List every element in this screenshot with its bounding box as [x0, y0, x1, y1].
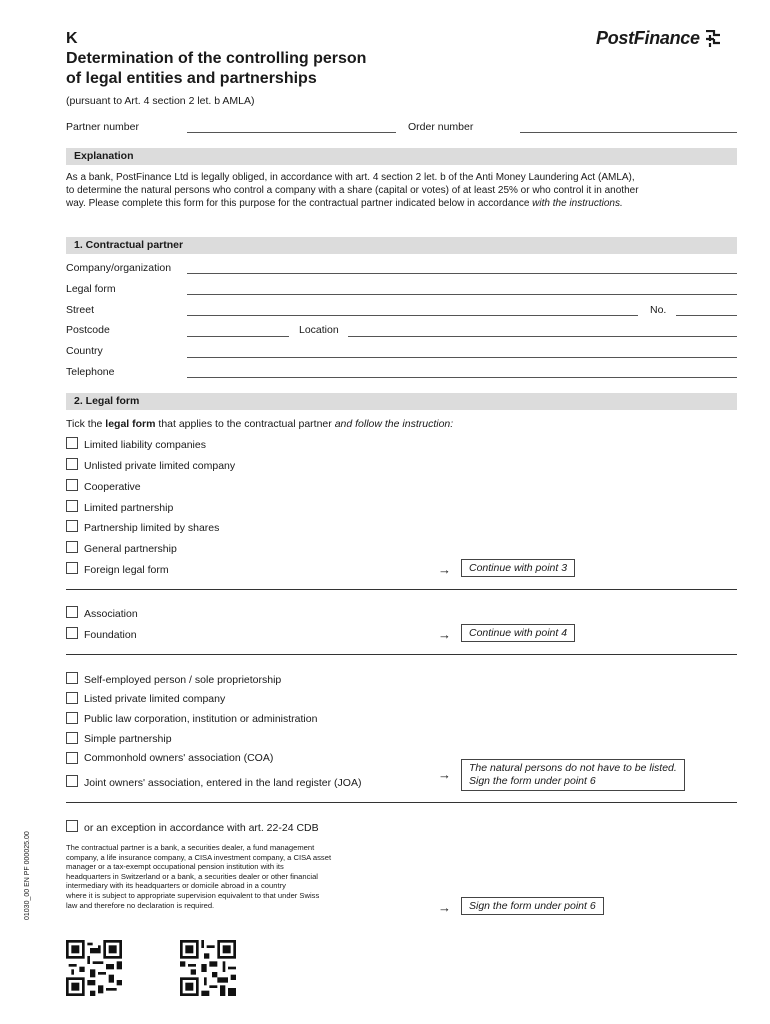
box-line: Sign the form under point 6	[469, 775, 596, 787]
continue-point-3-box: Continue with point 3	[461, 559, 575, 577]
country-label: Country	[66, 345, 103, 357]
exception-line: company, a life insurance company, a CISA investment company, a CISA asset	[66, 852, 332, 862]
option-label: General partnership	[84, 543, 177, 555]
house-number-label: No.	[650, 304, 667, 316]
option-label: Association	[84, 608, 138, 620]
logo-text: PostFinance	[596, 28, 700, 48]
exception-line: intermediary with its headquarters or domicile abroad in a country	[66, 881, 286, 891]
postfinance-logo-icon	[704, 30, 722, 48]
exception-line: headquarters in Switzerland or a bank, a securities dealer or other financial	[66, 871, 318, 881]
section-1-heading: 1. Contractual partner	[74, 239, 184, 251]
checkbox-limited-liability[interactable]	[66, 437, 78, 449]
page-title-line-1: Determination of the controlling person	[66, 50, 367, 67]
checkbox-limited-partnership[interactable]	[66, 500, 78, 512]
telephone-field[interactable]	[187, 377, 737, 378]
option-label: Foreign legal form	[84, 564, 169, 576]
checkbox-public-law[interactable]	[66, 712, 78, 724]
page-title-line-2: of legal entities and partnerships	[66, 70, 317, 87]
street-field[interactable]	[187, 315, 638, 316]
option-label: Public law corporation, institution or administration	[84, 713, 318, 725]
telephone-label: Telephone	[66, 366, 115, 378]
group-divider	[66, 589, 737, 590]
checkbox-partnership-by-shares[interactable]	[66, 520, 78, 532]
exception-line: The contractual partner is a bank, a securities dealer, a fund management	[66, 843, 315, 852]
legal-form-instruction: Tick the legal form that applies to the contractual partner and follow the instruction:	[66, 418, 454, 430]
exception-label: or an exception in accordance with art. 22-24 CDB	[84, 822, 319, 834]
explanation-line: way. Please complete this form for this purpose for the contractual partner indicated below in accordance with the instructions.	[66, 198, 623, 209]
section-2-heading: 2. Legal form	[74, 395, 140, 407]
explanation-line: As a bank, PostFinance Ltd is legally obliged, in accordance with art. 4 section 2 let. b of the Anti Money Laundering Act (AMLA),	[66, 172, 635, 183]
company-label: Company/organization	[66, 262, 172, 274]
exception-line: law and therefore no declaration is required.	[66, 900, 215, 910]
checkbox-general-partnership[interactable]	[66, 541, 78, 553]
section-2-heading-bar	[66, 393, 737, 410]
legal-form-label: Legal form	[66, 283, 116, 295]
right-arrow-icon: →	[438, 562, 451, 577]
option-label: Simple partnership	[84, 733, 172, 745]
country-field[interactable]	[187, 357, 737, 358]
option-label: Commonhold owners' association (COA)	[84, 752, 274, 764]
exception-line: manager or a tax-exempt occupational pension institution with its	[66, 862, 284, 872]
exception-line: where it is subject to appropriate supervision equivalent to that under Swiss	[66, 890, 320, 900]
qr-code-icon	[180, 940, 236, 996]
checkbox-association[interactable]	[66, 606, 78, 618]
location-field[interactable]	[348, 336, 737, 337]
explanation-text	[66, 171, 639, 210]
option-label: Self-employed person / sole proprietorship	[84, 674, 282, 686]
checkbox-simple-partnership[interactable]	[66, 732, 78, 744]
explanation-heading-bar	[66, 148, 737, 165]
box-line: The natural persons do not have to be listed.	[469, 762, 677, 774]
right-arrow-icon: →	[438, 627, 451, 642]
qr-code-icon	[66, 940, 122, 996]
no-listing-required-box	[461, 759, 685, 791]
option-label: Cooperative	[84, 481, 141, 493]
explanation-heading: Explanation	[74, 150, 134, 162]
checkbox-self-employed[interactable]	[66, 672, 78, 684]
house-number-field[interactable]	[676, 315, 737, 316]
checkbox-listed-private[interactable]	[66, 692, 78, 704]
form-letter: K	[66, 30, 78, 47]
legal-form-field[interactable]	[187, 294, 737, 295]
option-label: Limited partnership	[84, 502, 174, 514]
right-arrow-icon: →	[438, 900, 451, 915]
postcode-field[interactable]	[187, 336, 289, 337]
location-label: Location	[299, 324, 339, 336]
checkbox-exception[interactable]	[66, 820, 78, 832]
exception-text	[66, 843, 331, 910]
option-label: Foundation	[84, 629, 137, 641]
street-label: Street	[66, 304, 95, 316]
page-subtitle: (pursuant to Art. 4 section 2 let. b AMLA)	[66, 95, 255, 107]
option-label: Unlisted private limited company	[84, 460, 236, 472]
option-label: Partnership limited by shares	[84, 522, 220, 534]
order-number-label: Order number	[408, 121, 474, 133]
checkbox-foreign-legal-form[interactable]	[66, 562, 78, 574]
continue-point-4-box: Continue with point 4	[461, 624, 575, 642]
document-code: 01030_00 EN PF 000025.00	[24, 831, 31, 920]
checkbox-coa[interactable]	[66, 752, 78, 764]
option-label: Joint owners' association, entered in the land register (JOA)	[84, 777, 362, 789]
checkbox-cooperative[interactable]	[66, 479, 78, 491]
option-label: Listed private limited company	[84, 693, 226, 705]
checkbox-foundation[interactable]	[66, 627, 78, 639]
partner-number-label: Partner number	[66, 121, 139, 133]
checkbox-joa[interactable]	[66, 775, 78, 787]
company-field[interactable]	[187, 273, 737, 274]
option-label: Limited liability companies	[84, 439, 206, 451]
partner-number-field[interactable]	[187, 132, 396, 133]
explanation-line: to determine the natural persons who control a company with a share (capital or votes) of at least 25% or who control it in another	[66, 185, 639, 196]
group-divider	[66, 802, 737, 803]
sign-point-6-box: Sign the form under point 6	[461, 897, 604, 915]
group-divider	[66, 654, 737, 655]
section-1-heading-bar	[66, 237, 737, 254]
postcode-label: Postcode	[66, 324, 110, 336]
checkbox-unlisted-private[interactable]	[66, 458, 78, 470]
right-arrow-icon: →	[438, 767, 451, 782]
postfinance-logo	[596, 28, 722, 52]
order-number-field[interactable]	[520, 132, 737, 133]
